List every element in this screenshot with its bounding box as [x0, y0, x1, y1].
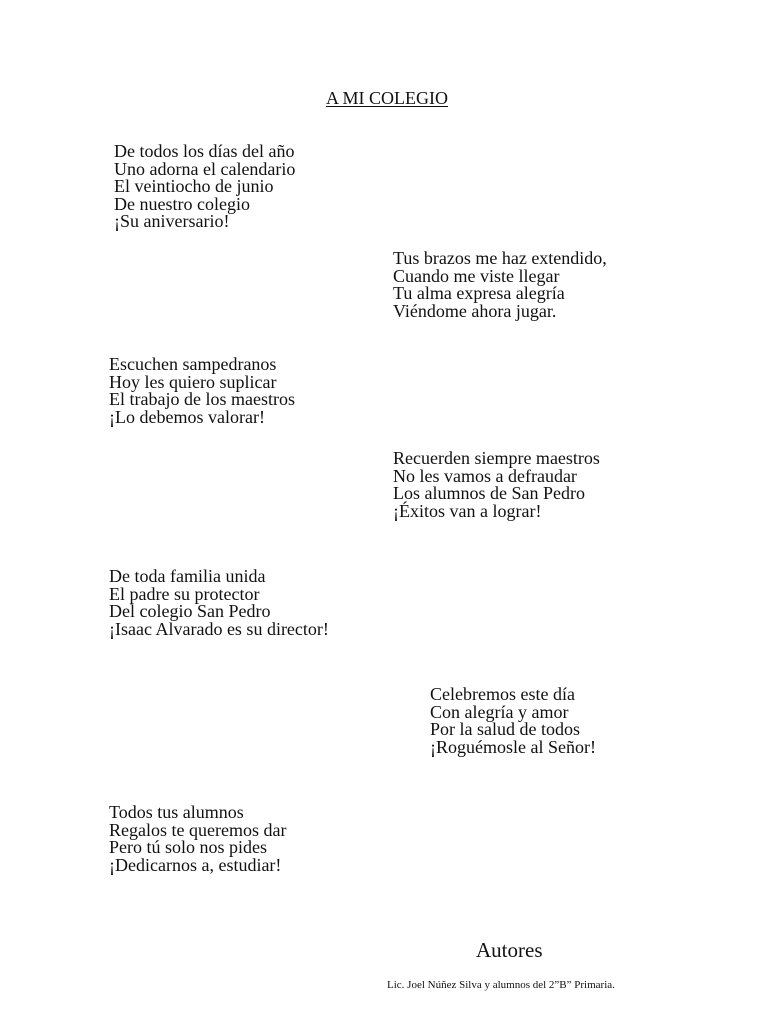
verse-line: ¡Isaac Alvarado es su director!: [109, 618, 329, 639]
stanza-4: [393, 450, 600, 520]
verse-line: Tu alma expresa alegría: [393, 283, 565, 304]
verse-line: El padre su protector: [109, 583, 260, 604]
verse-line: ¡Roguémosle al Señor!: [430, 736, 596, 757]
verse-line: El veintiocho de junio: [114, 176, 274, 197]
stanza-1: [114, 143, 295, 231]
verse-line: De toda familia unida: [109, 566, 266, 586]
verse-line: Pero tú solo nos pides: [109, 837, 268, 858]
verse-line: Del colegio San Pedro: [109, 601, 271, 622]
authors-heading: Autores: [476, 938, 543, 962]
verse-line: Hoy les quiero suplicar: [109, 371, 277, 392]
stanza-7: [109, 804, 286, 874]
authors-credit: Lic. Joel Núñez Silva y alumnos del 2”B” Primaria.: [387, 979, 615, 991]
verse-line: Uno adorna el calendario: [114, 158, 296, 179]
verse-line: Recuerden siempre maestros: [393, 448, 600, 468]
verse-line: Viéndome ahora jugar.: [393, 300, 557, 321]
verse-line: El trabajo de los maestros: [109, 389, 295, 410]
verse-line: ¡Dedicarnos a, estudiar!: [109, 854, 282, 875]
verse-line: No les vamos a defraudar: [393, 465, 577, 486]
verse-line: De nuestro colegio: [114, 193, 250, 214]
verse-line: Regalos te queremos dar: [109, 819, 287, 840]
verse-line: Cuando me viste llegar: [393, 265, 560, 286]
verse-line: Tus brazos me haz extendido,: [393, 248, 607, 268]
verse-line: Celebremos este día: [430, 684, 575, 704]
verse-line: Los alumnos de San Pedro: [393, 483, 585, 504]
poem-title: A MI COLEGIO: [326, 88, 448, 108]
verse-line: ¡Éxitos van a lograr!: [393, 500, 542, 521]
verse-line: Todos tus alumnos: [109, 802, 244, 822]
stanza-5: [109, 568, 329, 638]
verse-line: ¡Su aniversario!: [114, 211, 230, 232]
verse-line: De todos los días del año: [114, 141, 295, 161]
verse-line: Escuchen sampedranos: [109, 354, 277, 374]
verse-line: Con alegría y amor: [430, 701, 569, 722]
stanza-3: [109, 356, 295, 426]
verse-line: ¡Lo debemos valorar!: [109, 406, 265, 427]
stanza-2: [393, 250, 607, 320]
verse-line: Por la salud de todos: [430, 719, 580, 740]
stanza-6: [430, 686, 596, 756]
